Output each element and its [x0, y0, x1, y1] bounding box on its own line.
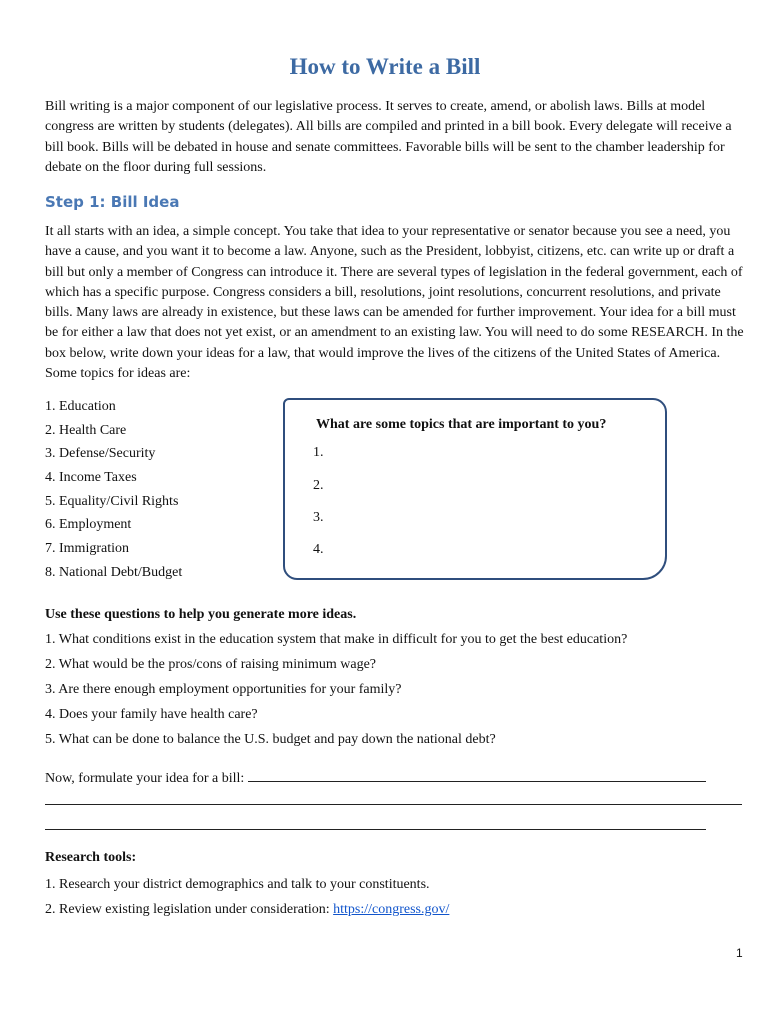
page-title: How to Write a Bill [289, 54, 481, 79]
formulate-label: Now, formulate your idea for a bill: [45, 771, 248, 786]
topic-item: 1. Education [45, 399, 116, 414]
questions-heading: Use these questions to help you generate more ideas. [45, 607, 357, 622]
question-item: 5. What can be done to balance the U.S. budget and pay down the national debt? [45, 732, 496, 747]
research-heading: Research tools: [45, 850, 137, 865]
question-item: 1. What conditions exist in the education system that make in difficult for you to get the best education? [45, 632, 628, 647]
research-item-text: 2. Review existing legislation under consideration: [45, 902, 334, 917]
research-item [45, 902, 449, 918]
box-number: 1. [313, 445, 324, 460]
intro-paragraph: Bill writing is a major component of our legislative process. It serves to create, amend, or abolish laws. Bills at model congress are written by students (delegates). All bills are compiled and printed in a bill book. Every delegate will receive a bill book. Bills will be debated in house and senate committees. Favorable bills will be sent to the chamber leadership for debate on the floor during full sessions. [45, 99, 732, 175]
topic-item: 8. National Debt/Budget [45, 564, 183, 580]
topic-item: 7. Immigration [45, 541, 129, 557]
step1-heading: Step 1: Bill Idea [45, 193, 180, 211]
question-item: 4. Does your family have health care? [45, 707, 258, 722]
congress-link[interactable]: https://congress.gov/ [333, 902, 450, 917]
topic-item: 2. Health Care [45, 422, 127, 438]
formulate-line [45, 767, 706, 787]
topic-list [45, 398, 182, 588]
bill-idea-blank-line[interactable] [45, 804, 742, 805]
bill-idea-blank-line[interactable] [45, 829, 706, 830]
question-item: 2. What would be the pros/cons of raising minimum wage? [45, 657, 377, 672]
box-number: 4. [313, 542, 324, 557]
topic-item: 5. Equality/Civil Rights [45, 493, 179, 509]
bill-idea-blank[interactable] [248, 767, 706, 782]
research-item: 1. Research your district demographics and talk to your constituents. [45, 877, 430, 892]
page-number: 1 [736, 946, 743, 960]
topic-item: 3. Defense/Security [45, 446, 156, 462]
question-item: 3. Are there enough employment opportunities for your family? [45, 682, 402, 697]
topic-item: 6. Employment [45, 517, 132, 533]
box-number: 3. [313, 510, 324, 525]
box-question: What are some topics that are important to you? [316, 417, 607, 432]
step1-paragraph: It all starts with an idea, a simple concept. You take that idea to your representative or senator because you see a need, you have a cause, and you want it to become a law. Anyone, such as the President, lobbyist, citizens, etc. can write up or draft a bill but only a member of Congress can introduce it. There are several types of legislation in the federal government, each of which has a specific purpose. Congress considers a bill, resolutions, joint resolutions, concurrent resolutions, and private bills. Many laws are already in existence, but these laws can be amended for further improvement. Your idea for a bill must be for either a law that does not yet exist, or an amendment to an existing law. You will need to do some RESEARCH. In the box below, write down your ideas for a law, that would improve the lives of the citizens of the United States of America. Some topics for ideas are: [45, 224, 744, 382]
topic-item: 4. Income Taxes [45, 470, 137, 486]
box-number: 2. [313, 478, 324, 493]
